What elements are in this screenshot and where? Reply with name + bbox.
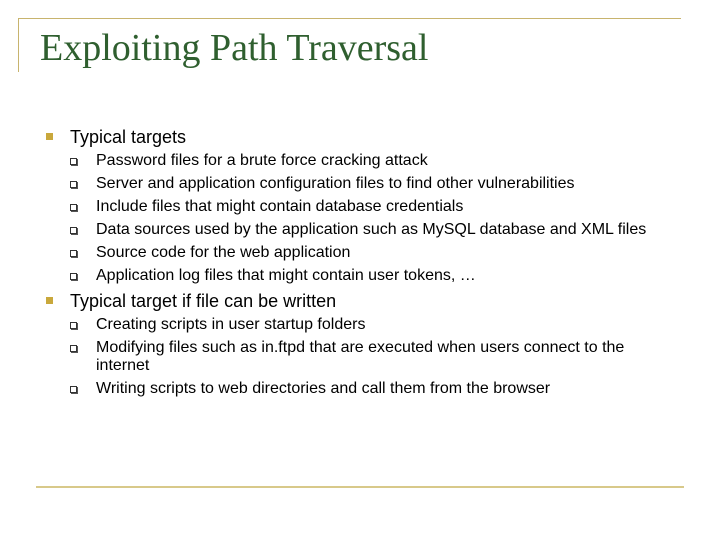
sub-bullet-item [46,152,676,170]
slide-title: Exploiting Path Traversal [40,27,429,69]
sub-bullet-item [46,198,676,216]
sub-bullet-item [46,244,676,262]
bullet-item-writable-targets [46,290,676,312]
sub-bullet-item [46,267,676,285]
sub-bullet-text: Application log files that might contain user tokens, … [96,267,476,284]
hollow-square-bullet-icon [70,181,77,188]
hollow-square-bullet-icon [70,322,77,329]
frame-top-line [18,18,681,19]
sub-bullet-item [46,175,676,193]
frame-vertical-line [18,18,19,72]
sub-bullet-text: Data sources used by the application such as MySQL database and XML files [96,221,647,238]
hollow-square-bullet-icon [70,227,77,234]
sub-bullet-text: Modifying files such as in.ftpd that are executed when users connect to the internet [96,339,625,374]
hollow-square-bullet-icon [70,204,77,211]
sub-bullet-text: Password files for a brute force cracking attack [96,152,428,169]
bullet-heading: Typical targets [70,127,187,147]
sub-bullet-item [46,339,676,375]
square-bullet-icon [46,133,53,140]
sub-bullet-item [46,221,676,239]
sub-bullet-text: Server and application configuration files to find other vulnerabilities [96,175,575,192]
sub-bullet-text: Source code for the web application [96,244,351,261]
sub-list-typical-targets [46,152,676,285]
sub-bullet-item [46,316,676,334]
slide-content [46,126,676,403]
sub-bullet-text: Include files that might contain database credentials [96,198,464,215]
sub-bullet-item [46,380,676,398]
frame-bottom-line [36,486,684,488]
hollow-square-bullet-icon [70,386,77,393]
sub-bullet-text: Creating scripts in user startup folders [96,316,366,333]
sub-bullet-text: Writing scripts to web directories and call them from the browser [96,380,551,397]
hollow-square-bullet-icon [70,345,77,352]
hollow-square-bullet-icon [70,250,77,257]
sub-list-writable-targets [46,316,676,398]
bullet-item-typical-targets [46,126,676,148]
hollow-square-bullet-icon [70,273,77,280]
square-bullet-icon [46,297,53,304]
hollow-square-bullet-icon [70,158,77,165]
bullet-heading: Typical target if file can be written [70,291,337,311]
